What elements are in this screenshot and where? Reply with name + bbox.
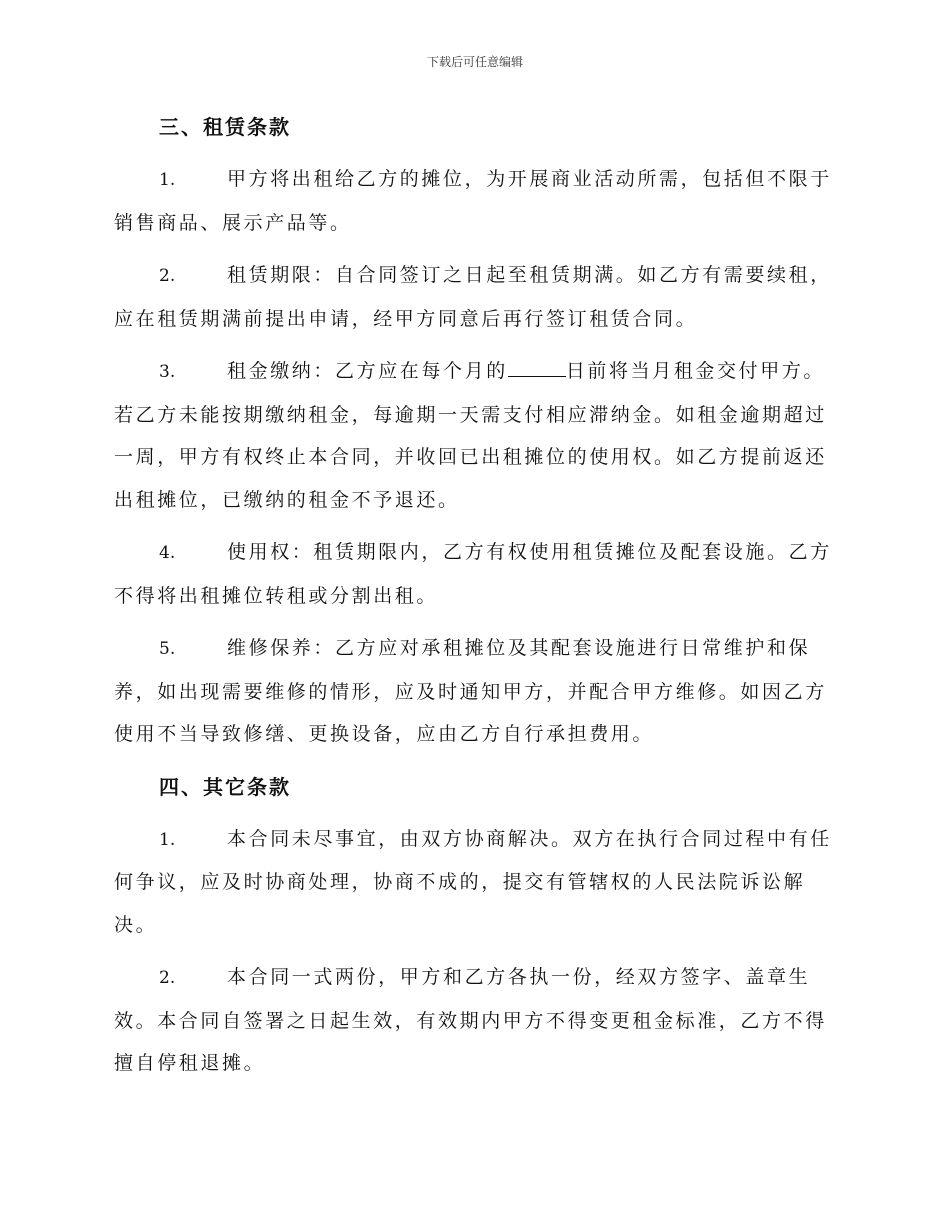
- clause-3-2: [114, 254, 836, 340]
- clause-3-5: [114, 627, 836, 756]
- section-heading-lease-terms: 三、租赁条款: [159, 115, 291, 139]
- clause-text: 本合同一式两份，甲方和乙方各执一份，经双方签字、盖章生效。本合同自签署之日起生效，有效期内甲方不得变更租金标准，乙方不得擅自停租退摊。: [114, 966, 827, 1074]
- blank-date-field: [508, 356, 566, 377]
- document-body: [114, 106, 836, 1095]
- clause-number: 1.: [159, 829, 176, 850]
- clause-text: 租赁期限：自合同签订之日起至租赁期满。如乙方有需要续租，应在租赁期满前提出申请，经甲方同意后再行签订租赁合同。: [114, 264, 832, 330]
- clause-text: 维修保养：乙方应对承租摊位及其配套设施进行日常维护和保养，如出现需要维修的情形，应及时通知甲方，并配合甲方维修。如因乙方使用不当导致修缮、更换设备，应由乙方自行承担费用。: [114, 637, 827, 745]
- page-header: 下载后可任意编辑: [426, 55, 523, 69]
- clause-3-4: [114, 531, 836, 617]
- clause-number: 4.: [159, 543, 176, 563]
- clause-text: 本合同未尽事宜，由双方协商解决。双方在执行合同过程中有任何争议，应及时协商处理，协商不成的，提交有管辖权的人民法院诉讼解决。: [114, 827, 832, 936]
- clause-text: 甲方将出租给乙方的摊位，为开展商业活动所需，包括但不限于销售商品、展示产品等。: [114, 168, 832, 234]
- clause-4-1: [114, 818, 836, 947]
- clause-3-1: [114, 158, 836, 244]
- clause-number: 2.: [159, 266, 176, 286]
- clause-3-3: [114, 350, 836, 521]
- clause-4-2: [114, 956, 836, 1085]
- clause-text: 使用权：租赁期限内，乙方有权使用租赁摊位及配套设施。乙方不得将出租摊位转租或分割出租。: [114, 541, 832, 607]
- clause-number: 2.: [159, 968, 176, 988]
- clause-text: 租金缴纳：乙方应在每个月的: [227, 360, 508, 382]
- clause-text: 日前将当月租金交付甲方。若乙方未能按期缴纳租金，每逾期一天需支付相应滞纳金。如租金逾期超过一周，甲方有权终止本合同，并收回已出租摊位的使用权。如乙方提前返还出租摊位，已缴纳的租金不予退还。: [114, 360, 827, 511]
- section-heading-other-terms: 四、其它条款: [159, 774, 291, 799]
- clause-number: 3.: [159, 362, 176, 382]
- clause-number: 1.: [159, 170, 176, 190]
- clause-number: 5.: [159, 639, 176, 659]
